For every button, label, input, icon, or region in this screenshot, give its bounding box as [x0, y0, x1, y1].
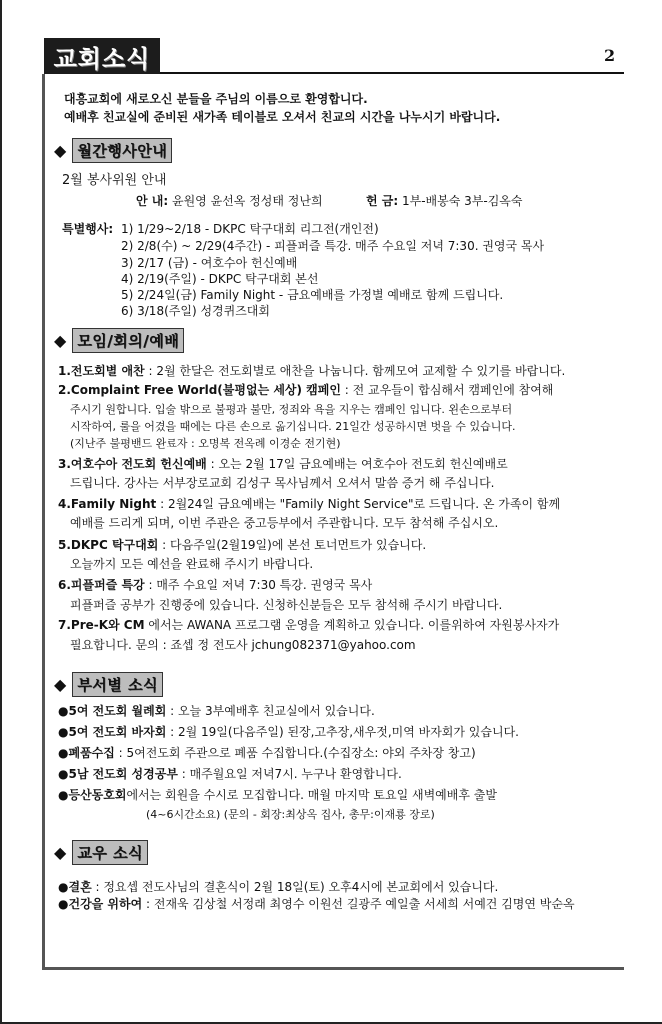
diamond-icon: ◆: [54, 843, 67, 862]
meeting-line-text: 에서는 AWANA 프로그램 운영을 계획하고 있습니다. 이를위하여 자원봉사자가: [144, 618, 560, 632]
department-line: [58, 725, 519, 739]
page-title: 교회소식: [44, 38, 160, 74]
department-line-title: ●폐품수집: [58, 746, 115, 760]
meeting-line: [70, 598, 502, 612]
department-line-text: : 2월 19일(다음주일) 된장,고추장,새우젓,미역 바자회가 있습니다.: [166, 725, 519, 739]
meeting-line: [58, 538, 426, 552]
section-monthly-label: 월간행사안내: [72, 138, 172, 163]
intro-line-2: 예배후 친교실에 준비된 새가족 테이블로 오셔서 친교의 시간을 나누시기 바랍니다.: [64, 110, 501, 124]
meeting-line: [70, 557, 313, 571]
diamond-icon: ◆: [54, 675, 67, 694]
meeting-line: [70, 476, 495, 490]
meeting-line: [70, 516, 498, 530]
event-item: 1) 1/29~2/18 - DKPC 탁구대회 리그전(개인전): [121, 222, 379, 236]
department-line-title: ●5남 전도회 성경공부: [58, 767, 178, 781]
department-line-text: (4~6시간소요) (문의 - 회장:최상옥 집사, 총무:이재룡 장로): [146, 808, 435, 821]
department-line: [58, 788, 497, 802]
section-meetings-label: 모임/회의/예배: [72, 328, 184, 353]
meeting-line: [58, 618, 559, 632]
guide-label: 안 내:: [136, 194, 169, 208]
meeting-line: [70, 420, 515, 434]
section-members-heading: [54, 840, 148, 865]
meeting-line-text: 오늘까지 모든 예선을 완료해 주시기 바랍니다.: [70, 557, 314, 571]
meeting-line-title: 6.피플퍼즐 특강: [58, 578, 145, 592]
meeting-line-title: 3.여호수아 전도회 헌신예배: [58, 457, 207, 471]
meeting-line: [58, 497, 560, 511]
event-item: 2) 2/8(수) ~ 2/29(4주간) - 피플퍼즐 특강. 매주 수요일 저녁 7:30. 권영국 목사: [121, 239, 545, 253]
department-line-text: : 매주월요일 저녁7시. 누구나 환영합니다.: [177, 767, 402, 781]
meeting-line: [70, 437, 341, 451]
event-item: 6) 3/18(주일) 성경퀴즈대회: [121, 304, 270, 318]
member-line-text: : 전재욱 김상철 서정래 최영수 이원선 길광주 예일출 서세희 서예건 김명연 박순옥: [142, 897, 575, 911]
member-line: [58, 897, 575, 911]
volunteer-offering: [366, 194, 522, 208]
department-line-title: ●5여 전도회 월례회: [58, 704, 167, 718]
meeting-line-text: : 전 교우들이 합심해서 캠페인에 참여해: [340, 383, 554, 397]
section-meetings-heading: [54, 328, 184, 353]
meeting-line-text: (지난주 불평밴드 완료자 : 오명복 전옥례 이경순 전기현): [70, 437, 341, 450]
meeting-line-text: 필요합니다. 문의 : 죠셉 정 전도사 jchung082371@yahoo.com: [70, 638, 416, 652]
member-line-text: : 정요셉 전도사님의 결혼식이 2월 18일(토) 오후4시에 본교회에서 있습니다.: [91, 880, 499, 894]
department-line: [58, 746, 476, 760]
department-line: [58, 767, 402, 781]
section-departments-label: 부서별 소식: [72, 672, 163, 697]
page-number: 2: [604, 46, 616, 65]
volunteer-title: 2월 봉사위원 안내: [62, 173, 167, 188]
event-item: 5) 2/24일(금) Family Night - 금요예배를 가정별 예배로 함께 드립니다.: [121, 288, 504, 302]
meeting-line: [58, 457, 508, 471]
diamond-icon: ◆: [54, 331, 67, 350]
member-line: [58, 880, 498, 894]
department-line: [58, 704, 375, 718]
meeting-line-text: : 오는 2월 17일 금요예배는 여호수아 전도회 헌신예배로: [206, 457, 508, 471]
meeting-line-title: 7.Pre-K와 CM: [58, 618, 145, 632]
volunteer-guide: [136, 194, 323, 208]
meeting-line: [58, 578, 372, 592]
event-item: 3) 2/17 (금) - 여호수아 헌신예배: [121, 256, 298, 270]
intro-line-1: 대흥교회에 새로오신 분들을 주님의 이름으로 환영합니다.: [64, 92, 368, 106]
member-line-title: ●결혼: [58, 880, 92, 894]
department-line-text: : 오늘 3부예배후 친교실에서 있습니다.: [166, 704, 375, 718]
department-line-text: : 5여전도회 주관으로 폐품 수집합니다.(수집장소: 야외 주차장 창고): [114, 746, 476, 760]
meeting-line-text: 주시기 원합니다. 입술 밖으로 불평과 불만, 정죄와 욕을 지우는 캠페인 입니다. 왼손으로부터: [70, 403, 513, 416]
meeting-line: [70, 638, 416, 652]
section-monthly-heading: [54, 138, 172, 163]
diamond-icon: ◆: [54, 141, 67, 160]
member-line-title: ●건강을 위하여: [58, 897, 143, 911]
frame-left-rule: [42, 74, 45, 970]
meeting-line-text: 예배를 드리게 되며, 이번 주관은 중고등부에서 주관합니다. 모두 참석해 주십시오.: [70, 516, 499, 530]
meeting-line-text: : 매주 수요일 저녁 7:30 특강. 권영국 목사: [144, 578, 373, 592]
event-item: 4) 2/19(주일) - DKPC 탁구대회 본선: [121, 272, 319, 286]
meeting-line-text: 시작하여, 룰을 어겼을 때에는 다른 손으로 옮기십니다. 21일간 성공하시면 벗을 수 있습니다.: [70, 420, 516, 433]
title-rule: [160, 72, 624, 74]
meeting-line: [58, 364, 565, 378]
department-line-title: ●등산동호회: [58, 788, 127, 802]
offering-label: 헌 금:: [366, 194, 399, 208]
page-border-left: [0, 0, 2, 1024]
frame-bottom-rule: [42, 967, 624, 970]
meeting-line: [58, 383, 553, 397]
department-line-text: 에서는 회원을 수시로 모집합니다. 매월 마지막 토요일 새벽예배후 출발: [126, 788, 497, 802]
meeting-line-text: 피플퍼즐 공부가 진행중에 있습니다. 신청하신분들은 모두 참석해 주시기 바랍니다.: [70, 598, 503, 612]
meeting-line-title: 2.Complaint Free World(불평없는 세상) 캠페인: [58, 383, 341, 397]
meeting-line-text: : 다음주일(2월19일)에 본선 토너먼트가 있습니다.: [158, 538, 427, 552]
section-members-label: 교우 소식: [72, 840, 148, 865]
guide-names: 윤원영 윤선옥 정성태 정난희: [172, 194, 323, 208]
meeting-line-title: 1.전도회별 애찬: [58, 364, 145, 378]
meeting-line-text: 드립니다. 강사는 서부장로교회 김성구 목사님께서 오셔서 말씀 증거 해 주십니다.: [70, 476, 495, 490]
meeting-line-text: : 2월24일 금요예배는 "Family Night Service"로 드립니다. 온 가족이 함께: [156, 497, 561, 511]
department-line-title: ●5여 전도회 바자회: [58, 725, 167, 739]
meeting-line-title: 4.Family Night: [58, 497, 157, 511]
section-departments-heading: [54, 672, 163, 697]
meeting-line-text: : 2월 한달은 전도회별로 애찬을 나눕니다. 함께모여 교제할 수 있기를 바랍니다.: [144, 364, 566, 378]
department-line: [146, 808, 435, 822]
special-label: 특별행사:: [62, 222, 114, 236]
meeting-line-title: 5.DKPC 탁구대회: [58, 538, 159, 552]
offering-names: 1부-배봉숙 3부-김옥숙: [402, 194, 523, 208]
meeting-line: [70, 403, 512, 417]
